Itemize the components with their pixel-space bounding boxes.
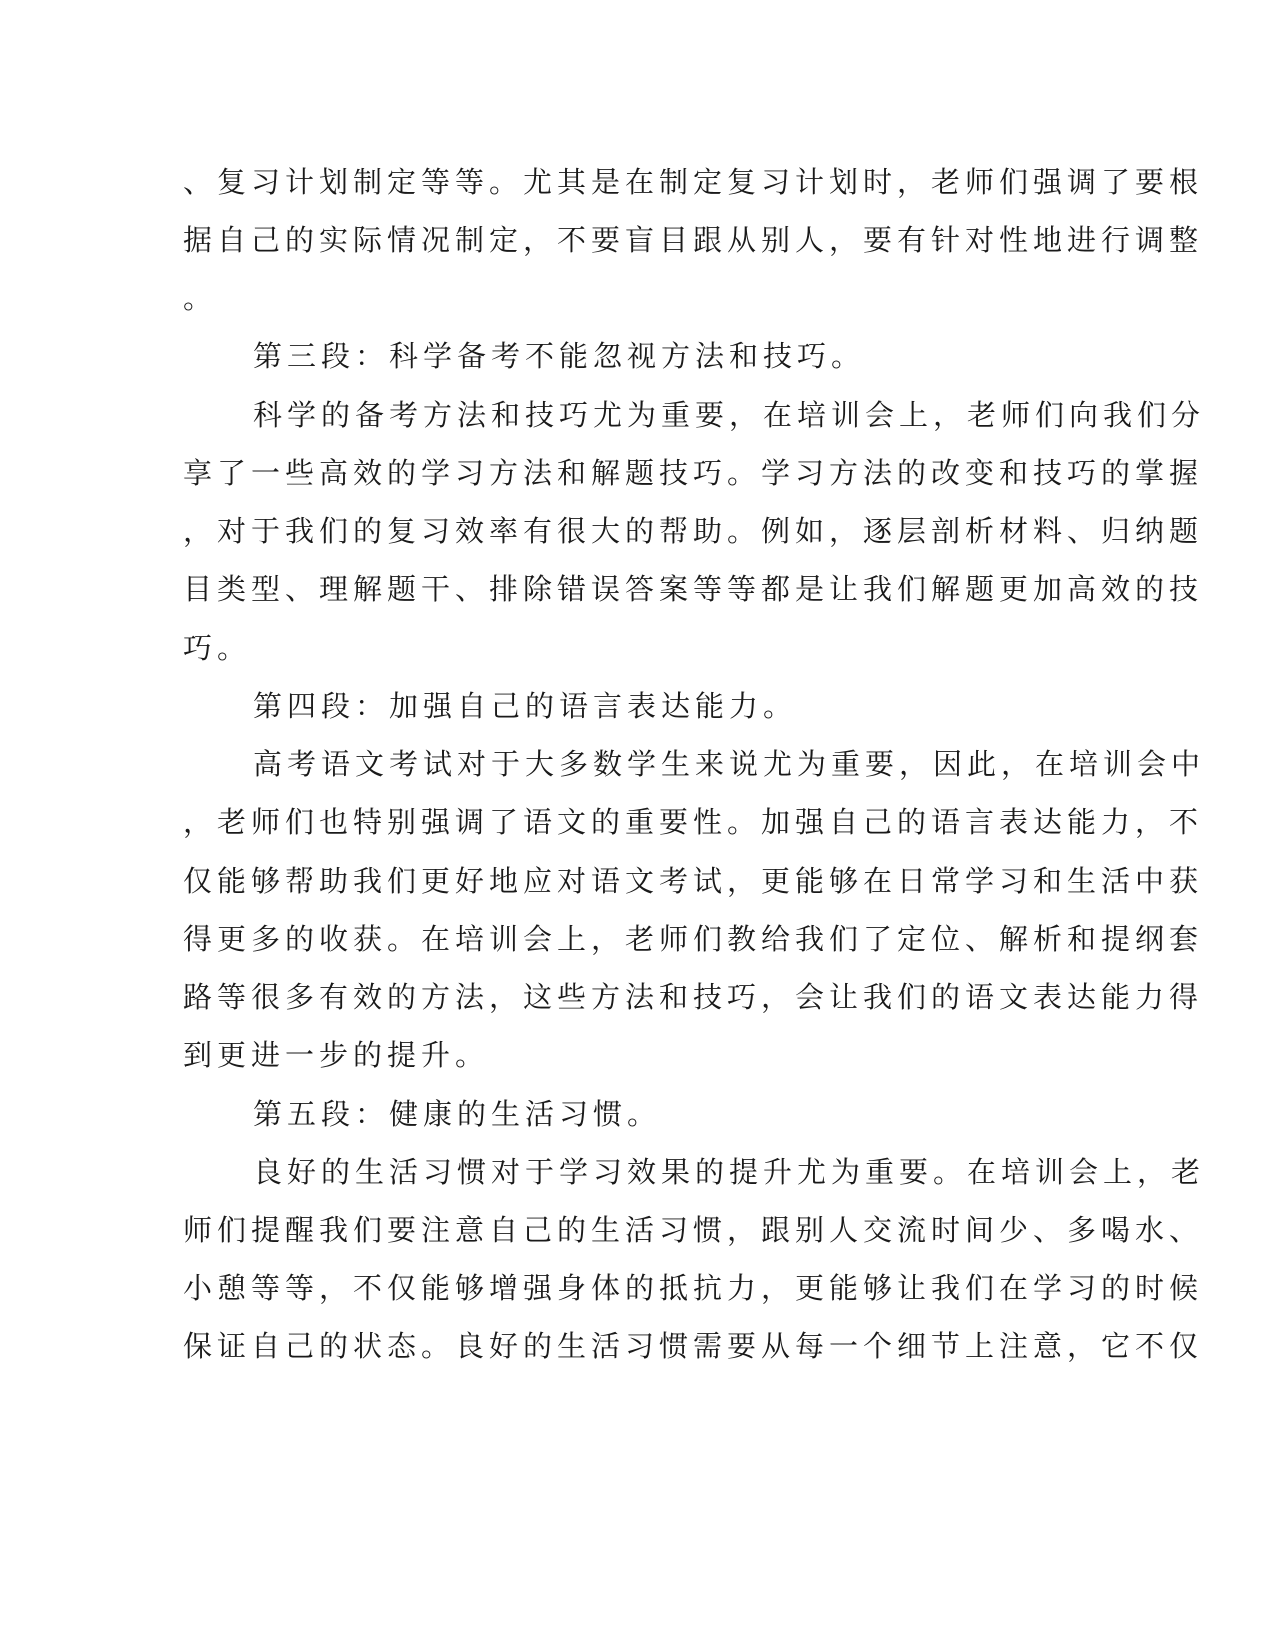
section-heading-3: 第三段：科学备考不能忽视方法和技巧。 xyxy=(253,339,866,373)
text-line: 仅能够帮助我们更好地应对语文考试，更能够在日常学习和生活中获 xyxy=(183,864,1204,898)
section-heading-5: 第五段：健康的生活习惯。 xyxy=(253,1097,662,1131)
text-line: 良好的生活习惯对于学习效果的提升尤为重要。在培训会上，老 xyxy=(253,1155,1206,1189)
text-line: 目类型、理解题干、排除错误答案等等都是让我们解题更加高效的技 xyxy=(183,572,1204,606)
text-line: 高考语文考试对于大多数学生来说尤为重要，因此，在培训会中 xyxy=(253,747,1206,781)
text-line: ，老师们也特别强调了语文的重要性。加强自己的语言表达能力，不 xyxy=(183,805,1204,839)
text-line: 。 xyxy=(183,281,218,315)
text-line: ，对于我们的复习效率有很大的帮助。例如，逐层剖析材料、归纳题 xyxy=(183,514,1204,548)
text-line: 路等很多有效的方法，这些方法和技巧，会让我们的语文表达能力得 xyxy=(183,980,1204,1014)
text-line: 享了一些高效的学习方法和解题技巧。学习方法的改变和技巧的掌握 xyxy=(183,456,1204,490)
text-line: 师们提醒我们要注意自己的生活习惯，跟别人交流时间少、多喝水、 xyxy=(183,1213,1204,1247)
text-line: 、复习计划制定等等。尤其是在制定复习计划时，老师们强调了要根 xyxy=(183,165,1204,199)
text-line: 科学的备考方法和技巧尤为重要，在培训会上，老师们向我们分 xyxy=(253,398,1206,432)
section-heading-4: 第四段：加强自己的语言表达能力。 xyxy=(253,689,798,723)
text-line: 到更进一步的提升。 xyxy=(183,1038,490,1072)
text-line: 得更多的收获。在培训会上，老师们教给我们了定位、解析和提纲套 xyxy=(183,922,1204,956)
text-line: 据自己的实际情况制定，不要盲目跟从别人，要有针对性地进行调整 xyxy=(183,223,1204,257)
text-line: 保证自己的状态。良好的生活习惯需要从每一个细节上注意，它不仅 xyxy=(183,1329,1204,1363)
text-line: 巧。 xyxy=(183,631,252,665)
text-line: 小憩等等，不仅能够增强身体的抵抗力，更能够让我们在学习的时候 xyxy=(183,1271,1204,1305)
